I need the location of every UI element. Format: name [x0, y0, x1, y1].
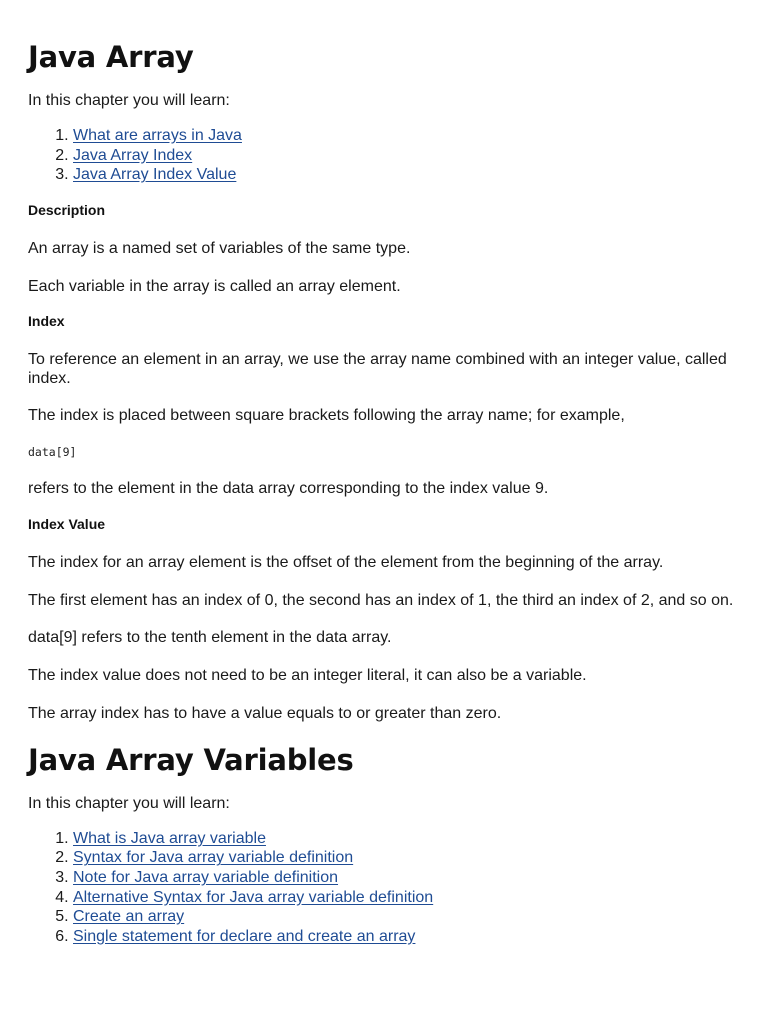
chapter-intro: In this chapter you will learn: — [28, 794, 230, 812]
toc-link-alternative-syntax[interactable]: Alternative Syntax for Java array variable definition — [73, 888, 434, 906]
toc-item — [73, 165, 738, 185]
toc-item — [73, 126, 738, 146]
toc-link-create-array[interactable]: Create an array — [73, 908, 185, 926]
description-paragraph: Each variable in the array is called an array element. — [28, 277, 401, 295]
index-heading: Index — [28, 312, 65, 329]
index-paragraph: To reference an element in an array, we use the array name combined with an integer value, called index. — [28, 350, 727, 387]
page-title: Java Array — [28, 40, 194, 74]
index-value-paragraph: The array index has to have a value equals to or greater than zero. — [28, 704, 502, 722]
chapter-toc — [28, 829, 738, 947]
toc-item — [73, 829, 738, 849]
toc-link-array-index-value[interactable]: Java Array Index Value — [73, 166, 237, 184]
toc-item — [73, 888, 738, 908]
chapter-intro: In this chapter you will learn: — [28, 92, 230, 109]
toc-item — [73, 927, 738, 947]
toc-link-array-variable[interactable]: What is Java array variable — [73, 829, 266, 847]
code-sample: data[9] — [28, 444, 77, 459]
toc-link-what-are-arrays[interactable]: What are arrays in Java — [73, 127, 242, 144]
toc-link-syntax-definition[interactable]: Syntax for Java array variable definition — [73, 849, 354, 867]
document-page — [28, 0, 738, 946]
toc-item — [73, 868, 738, 888]
toc-item — [73, 848, 738, 868]
index-value-paragraph: The index value does not need to be an integer literal, it can also be a variable. — [28, 666, 587, 684]
description-paragraph: An array is a named set of variables of the same type. — [28, 239, 411, 257]
index-paragraph: refers to the element in the data array corresponding to the index value 9. — [28, 479, 549, 497]
toc-item — [73, 907, 738, 927]
chapter-toc — [28, 126, 738, 185]
index-paragraph: The index is placed between square brackets following the array name; for example, — [28, 406, 625, 424]
toc-link-array-index[interactable]: Java Array Index — [73, 146, 193, 164]
toc-item — [73, 146, 738, 166]
index-value-paragraph: The first element has an index of 0, the second has an index of 1, the third an index of 2, and so on. — [28, 591, 734, 609]
index-value-paragraph: The index for an array element is the offset of the element from the beginning of the array. — [28, 553, 664, 571]
toc-link-note-definition[interactable]: Note for Java array variable definition — [73, 868, 339, 886]
toc-link-single-statement[interactable]: Single statement for declare and create an array — [73, 927, 416, 945]
index-value-paragraph: data[9] refers to the tenth element in the data array. — [28, 628, 392, 646]
description-heading: Description — [28, 201, 106, 218]
index-value-heading: Index Value — [28, 515, 106, 532]
section-title: Java Array Variables — [28, 742, 354, 777]
